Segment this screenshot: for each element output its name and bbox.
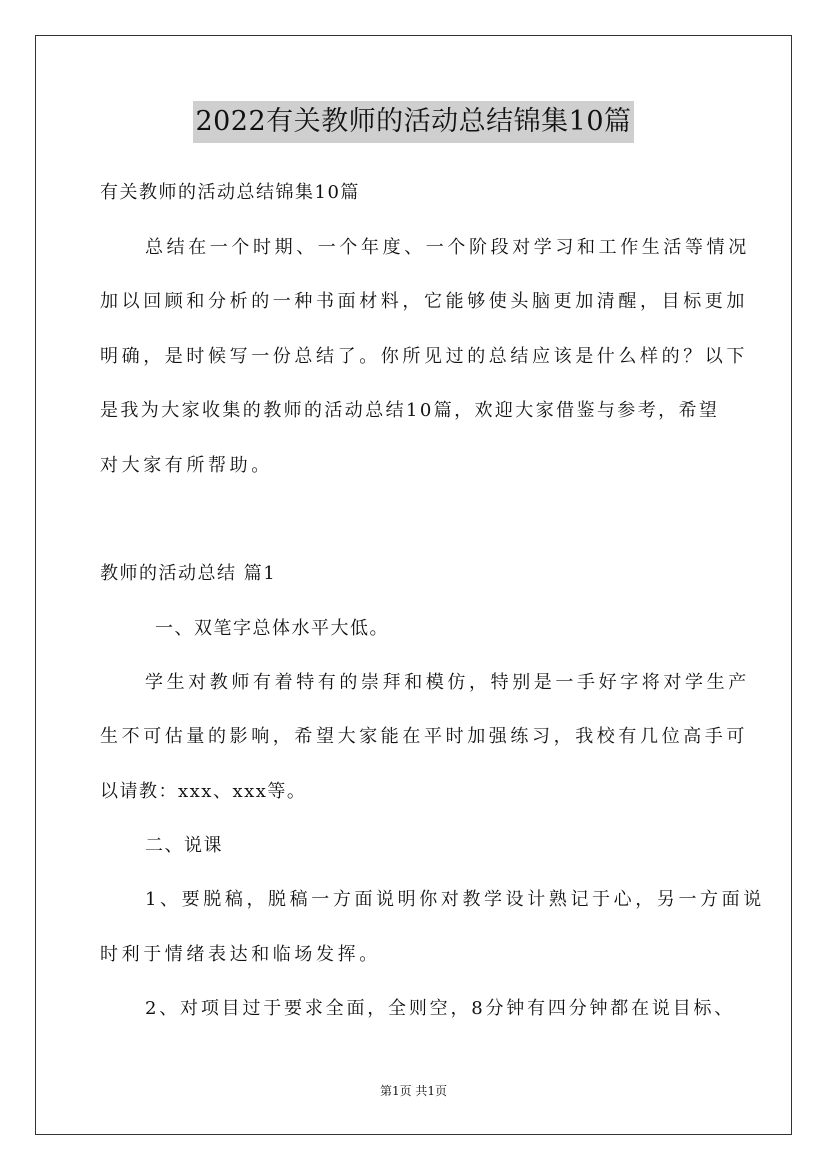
item2-point1-line-2: 时利于情绪表达和临场发挥。 <box>100 944 381 965</box>
item1-line-1: 学生对教师有着特有的崇拜和模仿，特别是一手好字将对学生产 <box>145 672 750 693</box>
intro-line-4: 是我为大家收集的教师的活动总结10篇，欢迎大家借鉴与参考，希望 <box>100 400 720 421</box>
page-footer: 第1页 共1页 <box>379 1084 448 1098</box>
item1-line-2: 生不可估量的影响，希望大家能在平时加强练习，我校有几位高手可 <box>100 726 748 747</box>
item1-heading: 一、双笔字总体水平大低。 <box>155 618 389 639</box>
section-heading: 教师的活动总结 篇1 <box>100 563 277 584</box>
intro-line-2: 加以回顾和分析的一种书面材料，它能够使头脑更加清醒，目标更加 <box>100 291 748 312</box>
document-subtitle: 有关教师的活动总结锦集10篇 <box>100 182 360 203</box>
item2-heading: 二、说课 <box>145 835 223 856</box>
document-title <box>0 100 827 143</box>
item2-point1-line-1: 1、要脱稿，脱稿一方面说明你对教学设计熟记于心，另一方面说 <box>145 889 765 910</box>
item2-point2-line-1: 2、对项目过于要求全面，全则空，8分钟有四分钟都在说目标、 <box>145 998 736 1019</box>
intro-line-5: 对大家有所帮助。 <box>100 455 273 476</box>
document-title-text: 2022有关教师的活动总结锦集10篇 <box>193 101 633 143</box>
item1-line-3: 以请教：xxx、xxx等。 <box>100 781 307 802</box>
intro-line-1: 总结在一个时期、一个年度、一个阶段对学习和工作生活等情况 <box>145 237 750 258</box>
intro-line-3: 明确，是时候写一份总结了。你所见过的总结应该是什么样的？以下 <box>100 346 748 367</box>
